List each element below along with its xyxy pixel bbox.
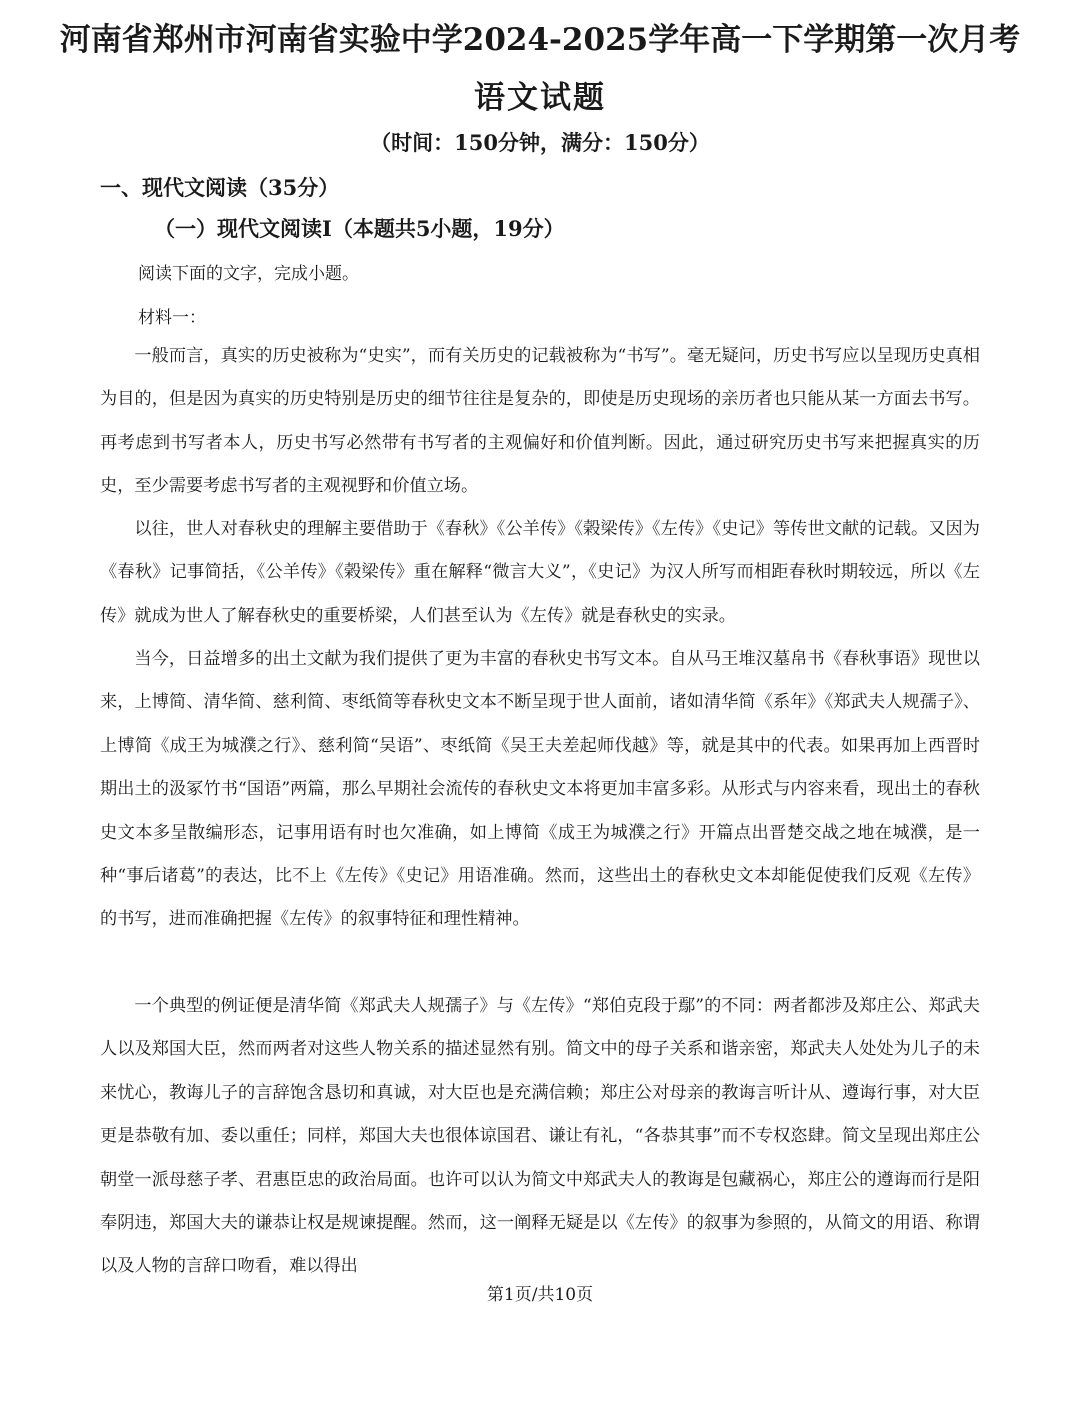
section-heading: 一、现代文阅读（35分）	[100, 175, 340, 200]
exam-info: （时间：150分钟，满分：150分）	[370, 130, 710, 155]
paragraph: 一般而言，真实的历史被称为“史实”，而有关历史的记载被称为“书写”。毫无疑问，历史书写应以呈现历史真相为目的，但是因为真实的历史特别是历史的细节往往是复杂的，即使是历史现场的亲历者也只能从某一方面去书写。再考虑到书写者本人，历史书写必然带有书写者的主观偏好和价值判断。因此，通过研究历史书写来把握真实的历史，至少需要考虑书写者的主观视野和价值立场。	[100, 346, 980, 497]
document-title: 河南省郑州市河南省实验中学2024-2025学年高一下学期第一次月考	[59, 22, 1021, 58]
material-label: 材料一：	[138, 308, 206, 328]
reading-instruction: 阅读下面的文字，完成小题。	[138, 264, 359, 284]
page-number: 第1页/共10页	[486, 1285, 594, 1305]
document-subtitle: 语文试题	[474, 80, 606, 116]
paragraph: 当今，日益增多的出土文献为我们提供了更为丰富的春秋史书写文本。自从马王堆汉墓帛书《春秋事语》现世以来，上博简、清华简、慈利简、枣纸简等春秋史文本不断呈现于世人面前，诸如清华简《系年》《郑武夫人规孺子》、上博简《成王为城濮之行》、慈利简“吴语”、枣纸简《吴王夫差起师伐越》等，就是其中的代表。如果再加上西晋时期出土的汲冢竹书“国语”两篇，那么早期社会流传的春秋史文本将更加丰富多彩。从形式与内容来看，现出土的春秋史文本多呈散编形态，记事用语有时也欠准确，如上博简《成王为城濮之行》开篇点出晋楚交战之地在城濮，是一种“事后诸葛”的表达，比不上《左传》《史记》用语准确。然而，这些出土的春秋史文本却能促使我们反观《左传》的书写，进而准确把握《左传》的叙事特征和理性精神。	[100, 649, 980, 930]
subsection-heading: （一）现代文阅读Ⅰ（本题共5小题，19分）	[154, 216, 565, 241]
paragraph: 以往，世人对春秋史的理解主要借助于《春秋》《公羊传》《榖梁传》《左传》《史记》等传世文献的记载。又因为《春秋》记事简括，《公羊传》《榖梁传》重在解释“微言大义”，《史记》为汉人所写而相距春秋时期较远，所以《左传》就成为世人了解春秋史的重要桥梁，人们甚至认为《左传》就是春秋史的实录。	[100, 519, 980, 626]
paragraph: 一个典型的例证便是清华简《郑武夫人规孺子》与《左传》“郑伯克段于鄢”的不同：两者都涉及郑庄公、郑武夫人以及郑国大臣，然而两者对这些人物关系的描述显然有别。简文中的母子关系和谐亲密，郑武夫人处处为儿子的未来忧心，教诲儿子的言辞饱含恳切和真诚，对大臣也是充满信赖；郑庄公对母亲的教诲言听计从、遵诲行事，对大臣更是恭敬有加、委以重任；同样，郑国大夫也很体谅国君、谦让有礼，“各恭其事”而不专权恣肆。简文呈现出郑庄公朝堂一派母慈子孝、君惠臣忠的政治局面。也许可以认为简文中郑武夫人的教诲是包藏祸心，郑庄公的遵诲而行是阳奉阴违，郑国大夫的谦恭让权是规谏提醒。然而，这一阐释无疑是以《左传》的叙事为参照的，从简文的用语、称谓以及人物的言辞口吻看，难以得出	[100, 996, 980, 1277]
